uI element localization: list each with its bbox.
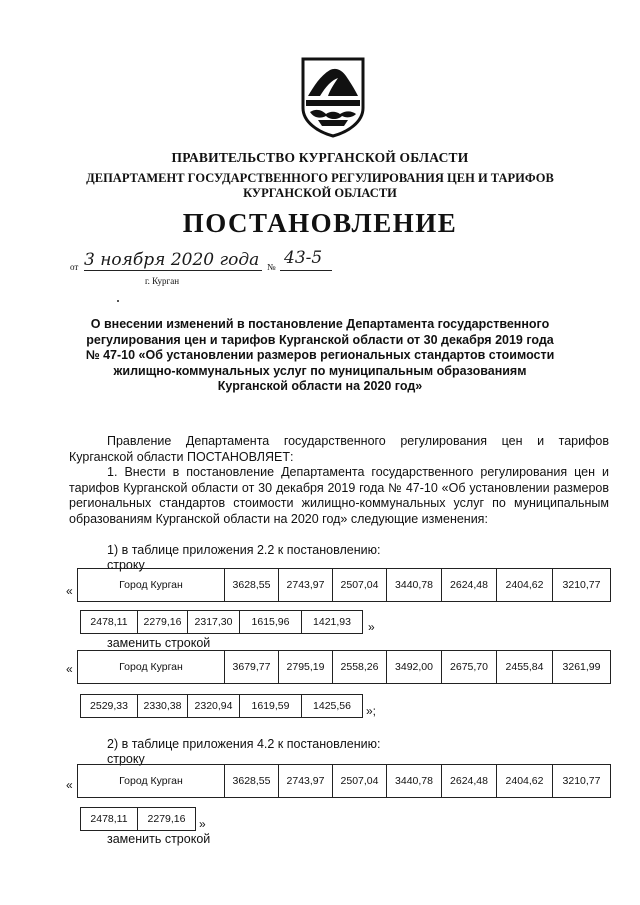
table-cell: 3261,99 <box>553 651 611 684</box>
quote-open-1: « <box>66 584 73 598</box>
row-word-1: строку <box>107 558 145 572</box>
table-cell: 3679,77 <box>225 651 279 684</box>
table-cell: 2507,04 <box>333 569 387 602</box>
subitem-2-text: 2) в таблице приложения 4.2 к постановлению: <box>107 737 381 751</box>
table-cell: 2743,97 <box>279 765 333 798</box>
intro-paragraph: Правление Департамента государственного регулирования цен и тарифов Курганской области ПОСТАНОВЛЯЕТ: <box>69 434 609 464</box>
department-title-line2: КУРГАНСКОЙ ОБЛАСТИ <box>243 186 397 200</box>
handwritten-date: 3 ноября 2020 года <box>84 250 260 270</box>
table-2-row <box>77 650 611 684</box>
document-subject <box>0 317 640 395</box>
handwritten-number: 43-5 <box>284 248 323 268</box>
table-cell: 2279,16 <box>138 611 188 634</box>
table-3-continuation <box>80 807 196 831</box>
date-underline <box>84 270 262 271</box>
table-cell: Город Курган <box>78 765 225 798</box>
department-title-line1: ДЕПАРТАМЕНТ ГОСУДАРСТВЕННОГО РЕГУЛИРОВАНИЯ ЦЕН И ТАРИФОВ <box>86 171 554 185</box>
table-cell: 2404,62 <box>497 569 553 602</box>
table-cell: 3492,00 <box>387 651 442 684</box>
table-cell: 2507,04 <box>333 765 387 798</box>
table-cell: 2624,48 <box>442 765 497 798</box>
table-cell: 2478,11 <box>81 808 138 831</box>
table-cell: Город Курган <box>78 569 225 602</box>
table-cell: 2795,19 <box>279 651 333 684</box>
table-2-continuation <box>80 694 363 718</box>
table-cell: 3210,77 <box>553 765 611 798</box>
quote-close-3: » <box>199 817 206 831</box>
table-cell: 3628,55 <box>225 569 279 602</box>
table-cell: 2455,84 <box>497 651 553 684</box>
coat-of-arms-emblem <box>300 56 366 138</box>
table-cell: 2529,33 <box>81 695 138 718</box>
department-title <box>0 171 640 201</box>
table-cell: 3440,78 <box>387 765 442 798</box>
replace-with-2: заменить строкой <box>107 832 211 846</box>
number-underline <box>280 270 332 271</box>
subject-line: О внесении изменений в постановление Департамента государственного <box>90 317 550 331</box>
subject-line: жилищно-коммунальных услуг по муниципальным образованиям <box>113 363 527 378</box>
quote-close-1: » <box>368 620 375 634</box>
replace-with-1: заменить строкой <box>107 636 211 650</box>
table-1-row <box>77 568 611 602</box>
table-cell: 2675,70 <box>442 651 497 684</box>
quote-open-2: « <box>66 662 73 676</box>
table-3-row <box>77 764 611 798</box>
table-cell: 2624,48 <box>442 569 497 602</box>
table-cell: 3440,78 <box>387 569 442 602</box>
table-cell: 3628,55 <box>225 765 279 798</box>
document-type-title: ПОСТАНОВЛЕНИЕ <box>182 208 458 238</box>
table-1-continuation <box>80 610 363 634</box>
scan-dot <box>117 300 119 302</box>
subject-line: регулирования цен и тарифов Курганской области от 30 декабря 2019 года <box>86 332 554 347</box>
table-cell: 2320,94 <box>188 695 240 718</box>
table-cell: 1425,56 <box>302 695 363 718</box>
row-word-2: строку <box>107 752 145 766</box>
table-cell: 2279,16 <box>138 808 196 831</box>
table-cell: 2558,26 <box>333 651 387 684</box>
subject-line: Курганской области на 2020 год» <box>217 379 423 393</box>
table-cell: 2404,62 <box>497 765 553 798</box>
number-sign: № <box>267 262 276 272</box>
table-cell: 1421,93 <box>302 611 363 634</box>
table-cell: 3210,77 <box>553 569 611 602</box>
quote-close-2: »; <box>366 704 377 718</box>
table-cell: 1615,96 <box>240 611 302 634</box>
city-label: г. Курган <box>145 276 180 286</box>
shield-icon <box>300 56 366 138</box>
table-cell: 2743,97 <box>279 569 333 602</box>
table-cell: 2330,38 <box>138 695 188 718</box>
subject-line: № 47-10 «Об установлении размеров региональных стандартов стоимости <box>85 348 555 362</box>
table-cell: Город Курган <box>78 651 225 684</box>
date-prefix: от <box>70 262 79 272</box>
item-1-paragraph: 1. Внести в постановление Департамента государственного регулирования цен и тарифов Курганской области от 30 декабря 2019 года № 47-10 «Об установлении размеров региональных стандартов стоимости жилищно-коммунальных услуг по муниципальным образованиям Курганской области на 2020 год» следующие изменения: <box>69 465 609 526</box>
government-title: ПРАВИТЕЛЬСТВО КУРГАНСКОЙ ОБЛАСТИ <box>171 150 469 165</box>
table-cell: 2478,11 <box>81 611 138 634</box>
subitem-1-text: 1) в таблице приложения 2.2 к постановлению: <box>107 543 381 557</box>
table-cell: 1619,59 <box>240 695 302 718</box>
quote-open-3: « <box>66 778 73 792</box>
table-cell: 2317,30 <box>188 611 240 634</box>
